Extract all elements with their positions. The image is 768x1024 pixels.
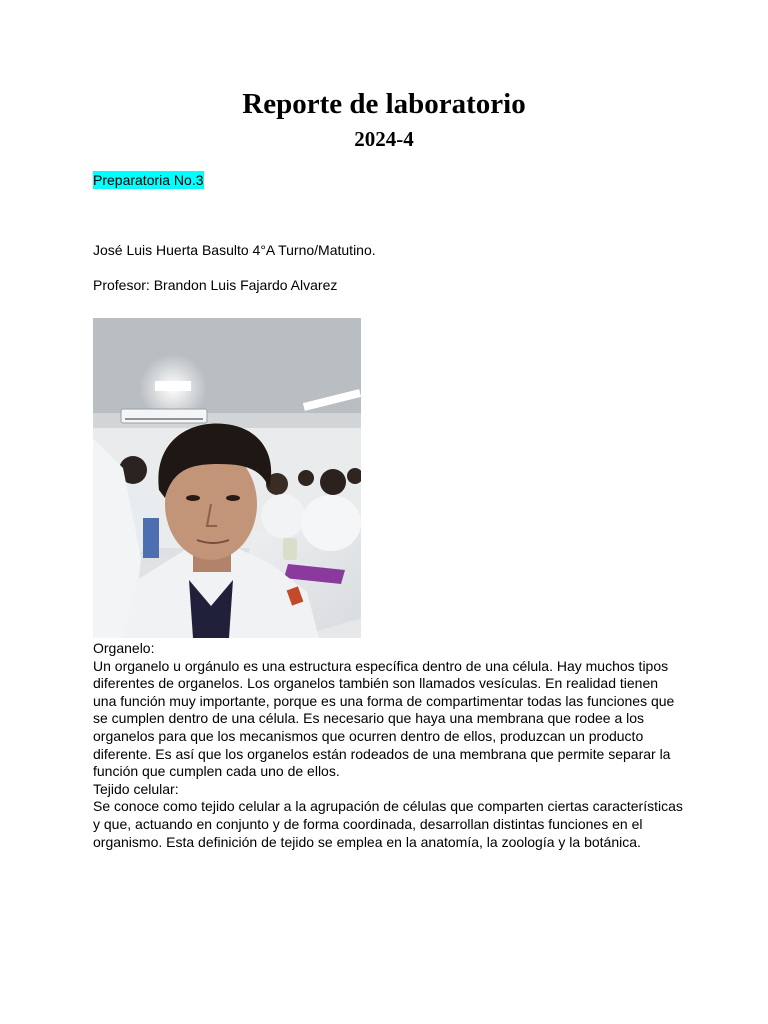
report-year: 2024-4 (354, 127, 414, 151)
report-title: Reporte de laboratorio (242, 88, 526, 120)
teacher-line: Profesor: Brandon Luis Fajardo Alvarez (93, 277, 338, 293)
tejido-heading: Tejido celular: (93, 780, 179, 797)
tejido-paragraph: Se conoce como tejido celular a la agrupación de células que comparten ciertas características y que, actuando en conjunto y de forma coordinada, desarrollan distintas funciones en el organismo. Esta definición de tejido se emplea en la anatomía, la zoología y la botánica. (93, 798, 683, 850)
lab-selfie-photo (93, 318, 361, 638)
school-name: Preparatoria No.3 (93, 172, 204, 188)
student-line: José Luis Huerta Basulto 4°A Turno/Matutino. (93, 242, 376, 258)
organelo-heading: Organelo: (93, 640, 155, 656)
report-body (93, 640, 683, 851)
organelo-paragraph: Un organelo u orgánulo es una estructura específica dentro de una célula. Hay muchos tipos diferentes de organelos. Los organelos también son llamados vesículas. En realidad tienen una función muy importante, porque es una forma de compartimentar todas las funciones que se cumplen dentro de una célula. Es necesario que haya una membrana que rodee a los organelos para que los mecanismos que ocurren dentro de ellos, produzcan un producto diferente. Es así que los organelos están rodeados de una membrana que permite separar la función que cumplen cada uno de ellos. (93, 657, 675, 780)
